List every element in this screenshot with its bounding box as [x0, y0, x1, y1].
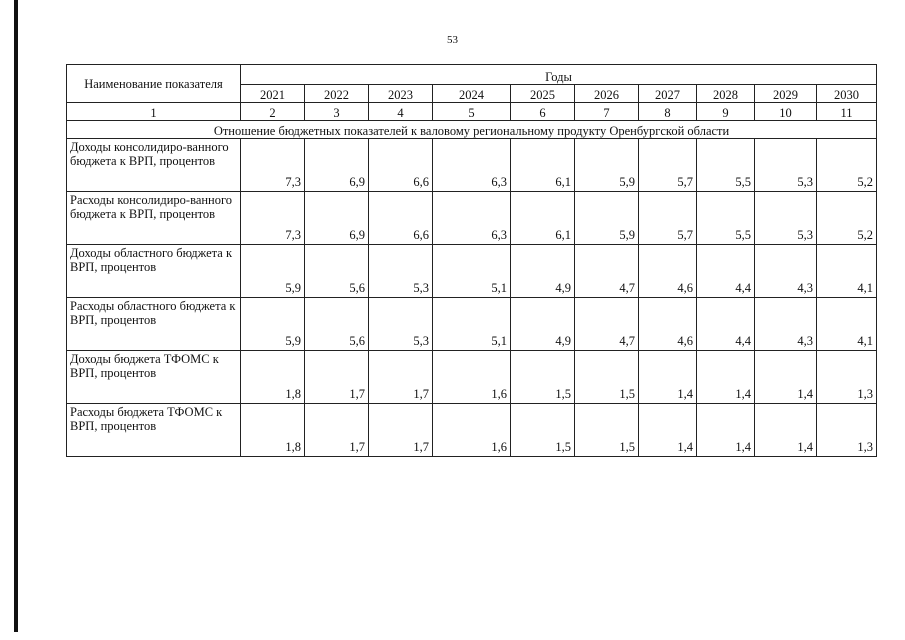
- value-cell: 6,6: [369, 192, 433, 245]
- column-number: 7: [575, 103, 639, 121]
- year-cell: 2028: [697, 85, 755, 103]
- value-cell: 1,8: [241, 351, 305, 404]
- value-cell: 6,9: [305, 139, 369, 192]
- column-number: 3: [305, 103, 369, 121]
- value-cell: 7,3: [241, 139, 305, 192]
- value-cell: 5,6: [305, 245, 369, 298]
- value-cell: 5,2: [817, 139, 877, 192]
- value-cell: 4,4: [697, 298, 755, 351]
- value-cell: 4,3: [755, 298, 817, 351]
- value-cell: 5,6: [305, 298, 369, 351]
- row-label: Доходы консолидиро-ванного бюджета к ВРП, процентов: [67, 139, 241, 192]
- column-number: 10: [755, 103, 817, 121]
- row-label: Расходы бюджета ТФОМС к ВРП, процентов: [67, 404, 241, 457]
- year-cell: 2026: [575, 85, 639, 103]
- value-cell: 5,9: [241, 298, 305, 351]
- table-row: [67, 245, 877, 298]
- value-cell: 5,7: [639, 192, 697, 245]
- value-cell: 4,1: [817, 298, 877, 351]
- value-cell: 6,9: [305, 192, 369, 245]
- value-cell: 1,7: [305, 351, 369, 404]
- column-number: 9: [697, 103, 755, 121]
- value-cell: 5,9: [241, 245, 305, 298]
- year-cell: 2030: [817, 85, 877, 103]
- year-cell: 2021: [241, 85, 305, 103]
- value-cell: 6,3: [433, 192, 511, 245]
- value-cell: 1,4: [755, 404, 817, 457]
- column-number: 4: [369, 103, 433, 121]
- section-title: Отношение бюджетных показателей к валовому региональному продукту Оренбургской области: [67, 121, 877, 139]
- value-cell: 1,4: [639, 404, 697, 457]
- column-number: 2: [241, 103, 305, 121]
- year-cell: 2023: [369, 85, 433, 103]
- value-cell: 4,6: [639, 245, 697, 298]
- value-cell: 6,1: [511, 192, 575, 245]
- column-number-row: [67, 103, 877, 121]
- value-cell: 5,1: [433, 298, 511, 351]
- value-cell: 4,7: [575, 298, 639, 351]
- value-cell: 6,1: [511, 139, 575, 192]
- value-cell: 1,8: [241, 404, 305, 457]
- value-cell: 1,3: [817, 351, 877, 404]
- value-cell: 5,1: [433, 245, 511, 298]
- column-number: 11: [817, 103, 877, 121]
- year-cell: 2027: [639, 85, 697, 103]
- value-cell: 1,5: [511, 404, 575, 457]
- row-label: Доходы областного бюджета к ВРП, процентов: [67, 245, 241, 298]
- value-cell: 1,4: [697, 351, 755, 404]
- value-cell: 1,6: [433, 404, 511, 457]
- value-cell: 4,3: [755, 245, 817, 298]
- table-row: [67, 192, 877, 245]
- table-row: [67, 351, 877, 404]
- year-cell: 2022: [305, 85, 369, 103]
- years-header: Годы: [241, 65, 877, 85]
- value-cell: 5,9: [575, 192, 639, 245]
- value-cell: 4,6: [639, 298, 697, 351]
- value-cell: 4,4: [697, 245, 755, 298]
- value-cell: 1,3: [817, 404, 877, 457]
- value-cell: 5,5: [697, 192, 755, 245]
- value-cell: 1,5: [575, 351, 639, 404]
- page-number: 53: [447, 34, 458, 46]
- column-number: 1: [67, 103, 241, 121]
- table-row: [67, 404, 877, 457]
- row-label: Доходы бюджета ТФОМС к ВРП, процентов: [67, 351, 241, 404]
- table-row: [67, 298, 877, 351]
- value-cell: 5,3: [369, 245, 433, 298]
- year-cell: 2024: [433, 85, 511, 103]
- value-cell: 7,3: [241, 192, 305, 245]
- table-row: [67, 139, 877, 192]
- value-cell: 6,6: [369, 139, 433, 192]
- value-cell: 4,9: [511, 245, 575, 298]
- value-cell: 1,4: [755, 351, 817, 404]
- value-cell: 4,9: [511, 298, 575, 351]
- year-cell: 2029: [755, 85, 817, 103]
- name-column-header: Наименование показателя: [67, 65, 241, 103]
- value-cell: 5,3: [755, 139, 817, 192]
- value-cell: 1,7: [305, 404, 369, 457]
- value-cell: 5,7: [639, 139, 697, 192]
- value-cell: 5,9: [575, 139, 639, 192]
- value-cell: 5,3: [369, 298, 433, 351]
- value-cell: 6,3: [433, 139, 511, 192]
- column-number: 8: [639, 103, 697, 121]
- section-row: [67, 121, 877, 139]
- row-label: Расходы консолидиро-ванного бюджета к ВРП, процентов: [67, 192, 241, 245]
- value-cell: 1,5: [575, 404, 639, 457]
- value-cell: 1,5: [511, 351, 575, 404]
- value-cell: 1,7: [369, 351, 433, 404]
- value-cell: 4,1: [817, 245, 877, 298]
- value-cell: 1,4: [697, 404, 755, 457]
- value-cell: 1,6: [433, 351, 511, 404]
- scan-edge-line: [14, 0, 18, 632]
- value-cell: 5,3: [755, 192, 817, 245]
- value-cell: 1,7: [369, 404, 433, 457]
- value-cell: 1,4: [639, 351, 697, 404]
- column-number: 5: [433, 103, 511, 121]
- value-cell: 4,7: [575, 245, 639, 298]
- year-cell: 2025: [511, 85, 575, 103]
- column-number: 6: [511, 103, 575, 121]
- value-cell: 5,5: [697, 139, 755, 192]
- row-label: Расходы областного бюджета к ВРП, процентов: [67, 298, 241, 351]
- value-cell: 5,2: [817, 192, 877, 245]
- budget-ratio-table: [66, 64, 877, 457]
